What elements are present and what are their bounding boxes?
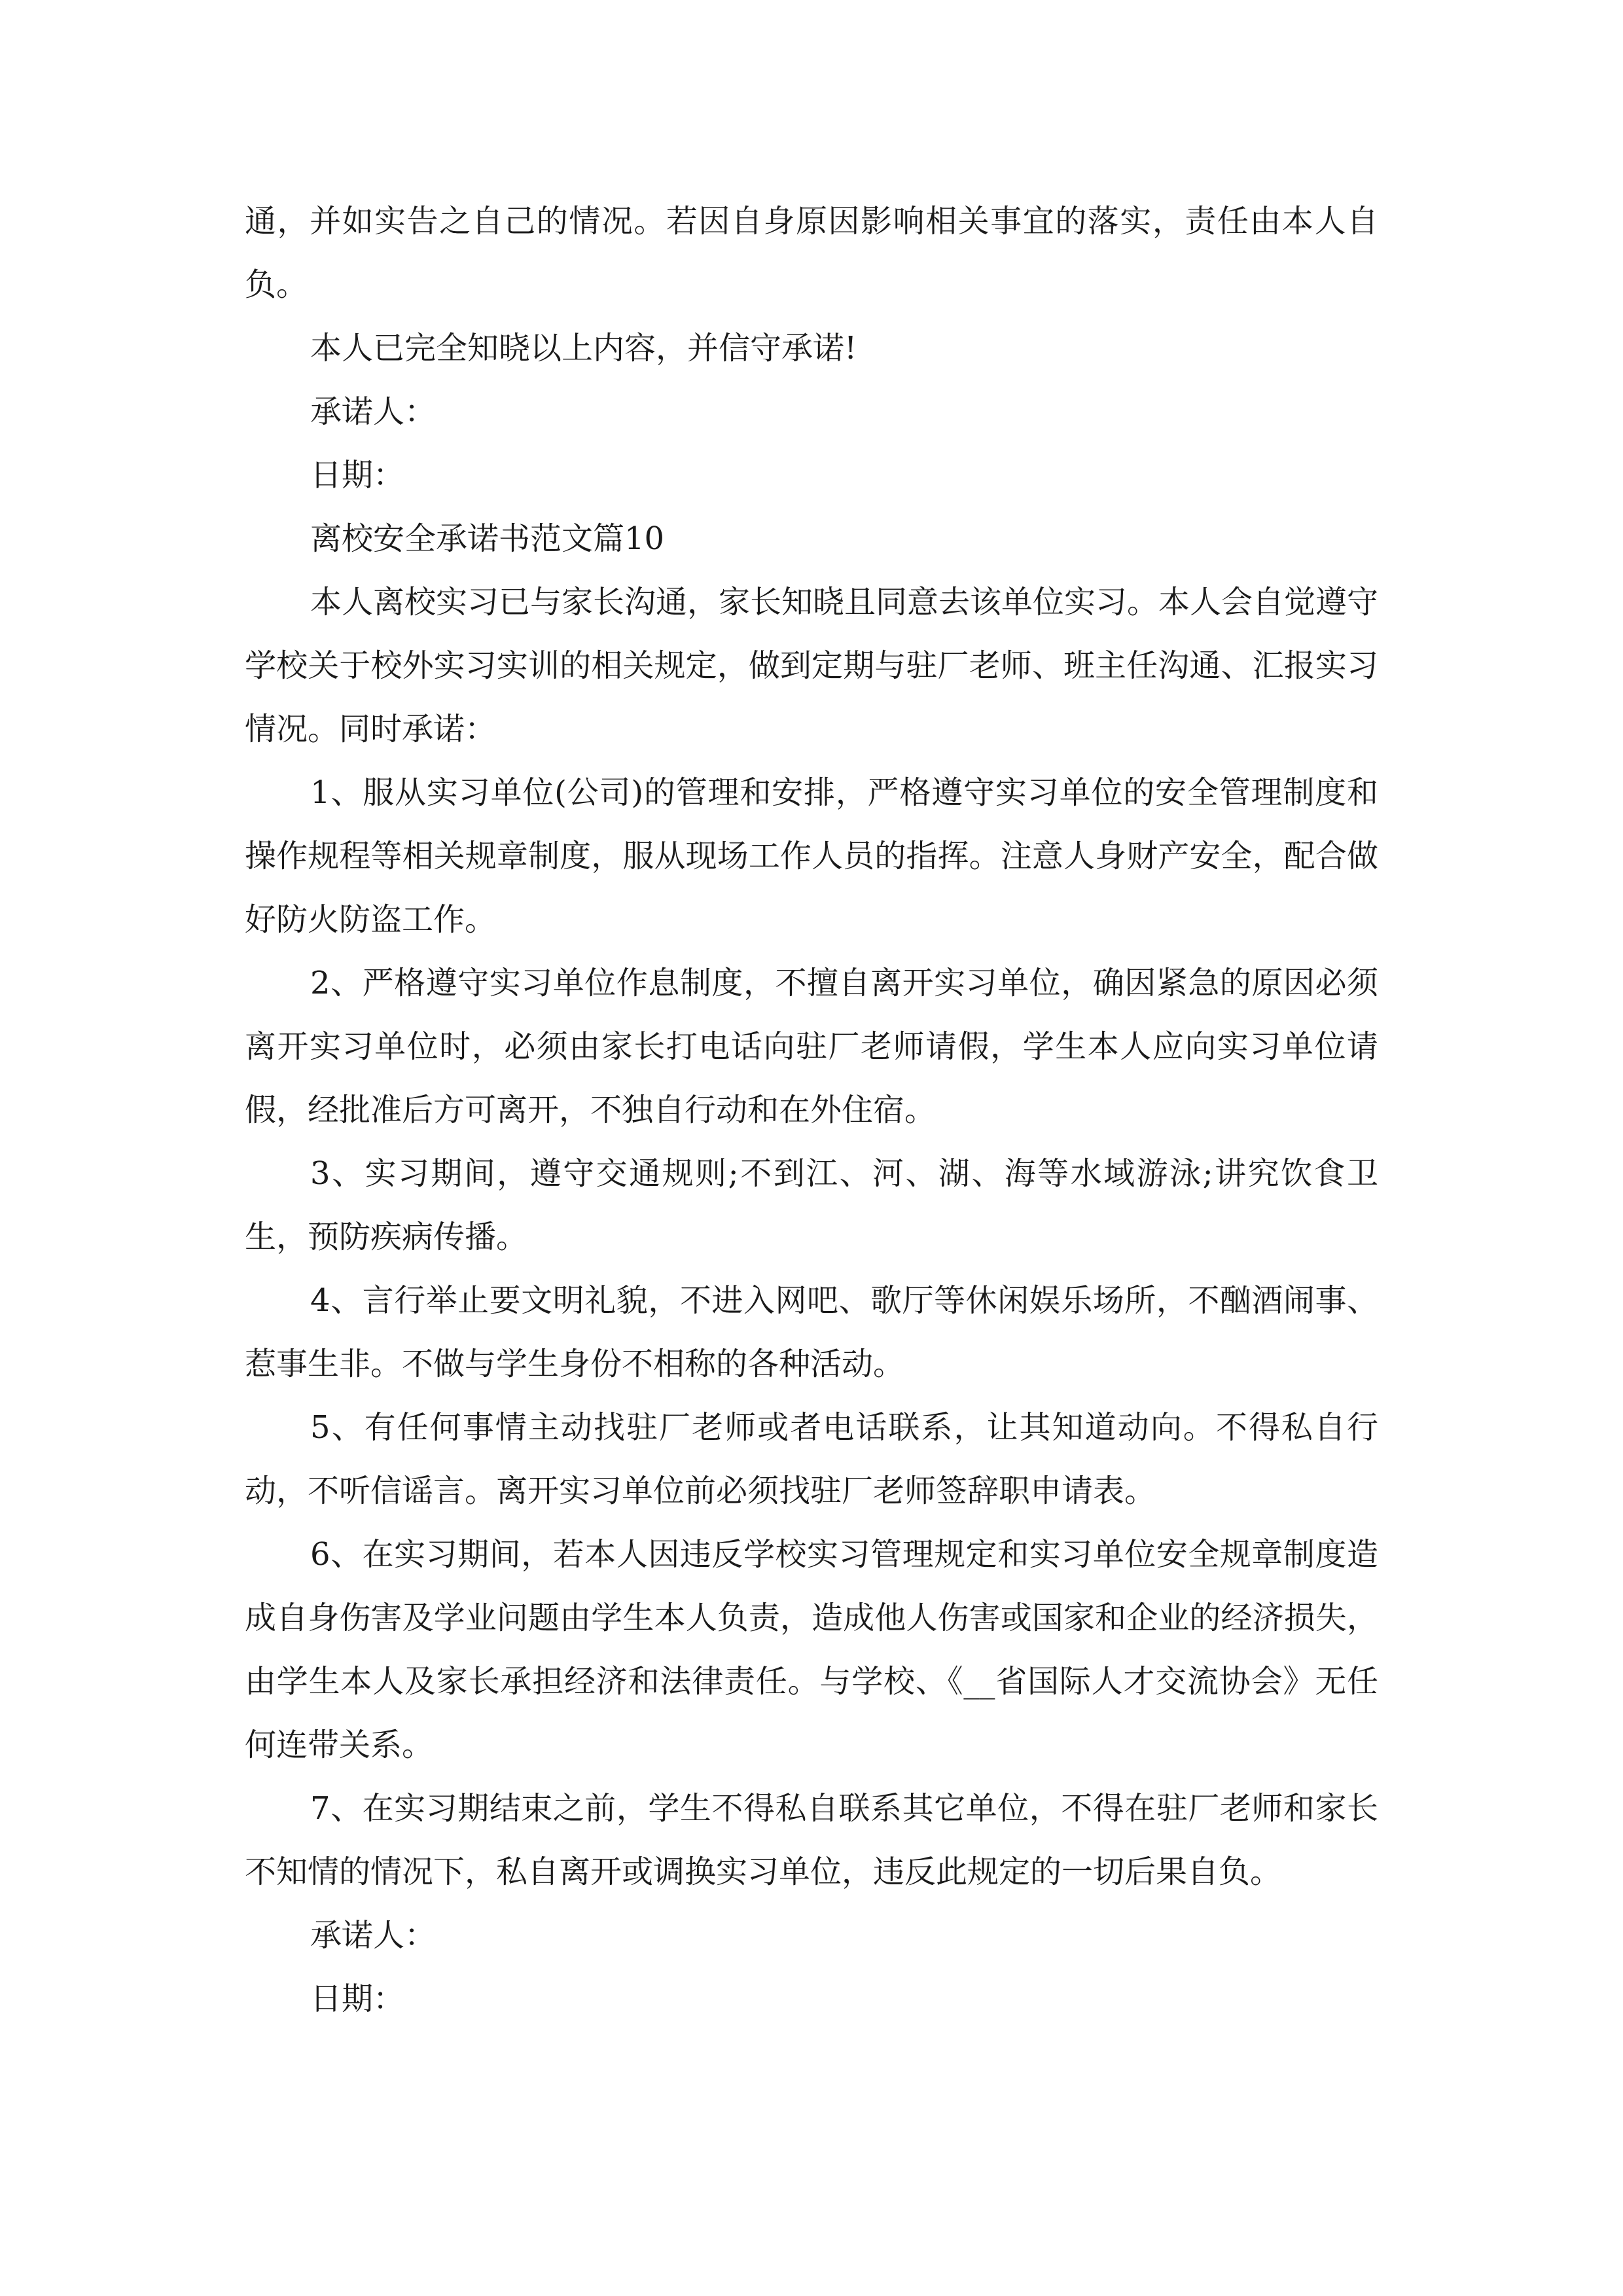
list-item-6: 6、在实习期间，若本人因违反学校实习管理规定和实习单位安全规章制度造成自身伤害及学业问题由学生本人负责，造成他人伤害或国家和企业的经济损失，由学生本人及家长承担经济和法律责任。与学校、《__省国际人才交流协会》无任何连带关系。: [245, 1536, 1378, 1763]
list-item-4: 4、言行举止要文明礼貌，不进入网吧、歌厅等休闲娱乐场所，不酗酒闹事、惹事生非。不做与学生身份不相称的各种活动。: [245, 1282, 1378, 1382]
list-item-5: 5、有任何事情主动找驻厂老师或者电话联系，让其知道动向。不得私自行动，不听信谣言。离开实习单位前必须找驻厂老师签辞职申请表。: [245, 1409, 1378, 1509]
list-item-7: 7、在实习期结束之前，学生不得私自联系其它单位，不得在驻厂老师和家长不知情的情况下，私自离开或调换实习单位，违反此规定的一切后果自负。: [245, 1790, 1378, 1890]
paragraph-intro: 本人离校实习已与家长沟通，家长知晓且同意去该单位实习。本人会自觉遵守学校关于校外实习实训的相关规定，做到定期与驻厂老师、班主任沟通、汇报实习情况。同时承诺：: [245, 584, 1379, 747]
list-item-2: 2、严格遵守实习单位作息制度，不擅自离开实习单位，确因紧急的原因必须离开实习单位时，必须由家长打电话向驻厂老师请假，学生本人应向实习单位请假，经批准后方可离开，不独自行动和在外住宿。: [245, 965, 1378, 1128]
document-body: [245, 190, 1378, 2031]
list-item-1: 1、服从实习单位(公司)的管理和安排，严格遵守实习单位的安全管理制度和操作规程等相关规章制度，服从现场工作人员的指挥。注意人身财产安全，配合做好防火防盗工作。: [245, 774, 1378, 938]
signature-line-promisor-2: 承诺人：: [310, 1917, 437, 1954]
list-item-3: 3、实习期间，遵守交通规则;不到江、河、湖、海等水域游泳;讲究饮食卫生，预防疾病传播。: [245, 1155, 1378, 1255]
paragraph-acknowledgement: 本人已完全知晓以上内容，并信守承诺!: [310, 330, 857, 367]
signature-line-date-2: 日期：: [310, 1981, 405, 2017]
signature-line-date: 日期：: [310, 457, 405, 493]
section-heading: 离校安全承诺书范文篇10: [310, 520, 665, 557]
signature-line-promisor: 承诺人：: [310, 393, 437, 430]
paragraph-continuation: 通，并如实告之自己的情况。若因自身原因影响相关事宜的落实，责任由本人自负。: [245, 203, 1378, 303]
